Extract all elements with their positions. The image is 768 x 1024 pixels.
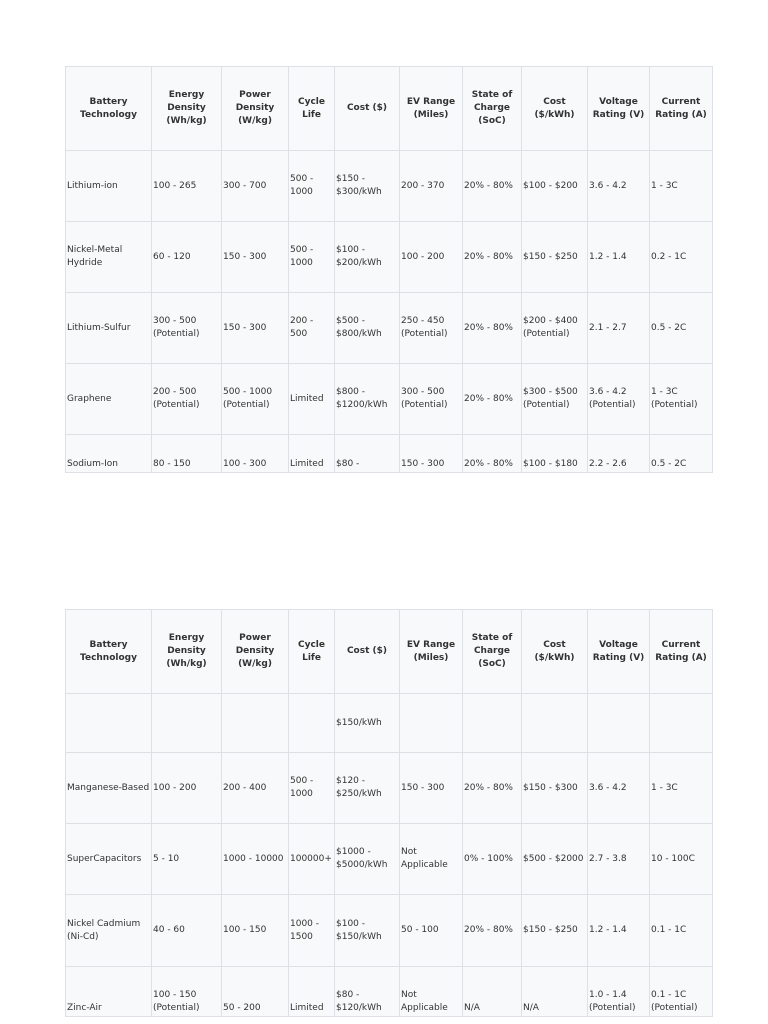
header-row (66, 610, 713, 694)
table-row (66, 222, 713, 293)
battery-comparison-table-1 (65, 66, 713, 473)
table-cell: Limited (289, 435, 335, 473)
table-cell: $100 - $150/kWh (335, 895, 400, 967)
table-cell: $100 - $180 (522, 435, 588, 473)
header-cell: Current Rating (A) (650, 67, 713, 151)
table-row (66, 364, 713, 435)
table-cell (588, 694, 650, 753)
table-cell: Not Applicable (400, 824, 463, 895)
table-cell: 250 - 450 (Potential) (400, 293, 463, 364)
table-cell (289, 694, 335, 753)
table-cell: 200 - 500 (Potential) (152, 364, 222, 435)
header-cell: State of Charge (SoC) (463, 610, 522, 694)
table-cell: $150 - $250 (522, 895, 588, 967)
table-cell: 1 - 3C (650, 753, 713, 824)
table-1-viewport (0, 0, 768, 473)
table-cell: Limited (289, 364, 335, 435)
table-cell: 300 - 500 (Potential) (152, 293, 222, 364)
table-cell: Limited (289, 967, 335, 1017)
table-cell: 100 - 300 (222, 435, 289, 473)
table-cell: N/A (463, 967, 522, 1017)
table-cell: 300 - 700 (222, 151, 289, 222)
header-cell: Cycle Life (289, 610, 335, 694)
table-cell: 20% - 80% (463, 222, 522, 293)
table-cell: $150 - $300 (522, 753, 588, 824)
table-cell: $100 - $200 (522, 151, 588, 222)
table-cell: 20% - 80% (463, 293, 522, 364)
table-cell: Nickel-Metal Hydride (66, 222, 152, 293)
table-cell: 20% - 80% (463, 435, 522, 473)
table-cell: 50 - 200 (222, 967, 289, 1017)
table-row (66, 967, 713, 1017)
table-cell: Sodium-Ion (66, 435, 152, 473)
table-row (66, 151, 713, 222)
table-cell: 1000 - 1500 (289, 895, 335, 967)
table-cell: 500 - 1000 (289, 753, 335, 824)
table-cell: 100 - 265 (152, 151, 222, 222)
table-cell: 2.2 - 2.6 (588, 435, 650, 473)
table-cell: 20% - 80% (463, 151, 522, 222)
table-cell: 60 - 120 (152, 222, 222, 293)
table-cell: N/A (522, 967, 588, 1017)
header-cell: Cost ($/kWh) (522, 610, 588, 694)
table-cell: 300 - 500 (Potential) (400, 364, 463, 435)
header-cell: Power Density (W/kg) (222, 67, 289, 151)
table-cell: 40 - 60 (152, 895, 222, 967)
table-cell: $150 - $300/kWh (335, 151, 400, 222)
table-cell: 150 - 300 (222, 293, 289, 364)
table-cell: 100000+ (289, 824, 335, 895)
table-cell: 1 - 3C (650, 151, 713, 222)
table-cell: 150 - 300 (222, 222, 289, 293)
table-cell: 0.2 - 1C (650, 222, 713, 293)
table-cell: 200 - 400 (222, 753, 289, 824)
header-cell: Cost ($) (335, 67, 400, 151)
table-cell: $80 - (335, 435, 400, 473)
header-cell: State of Charge (SoC) (463, 67, 522, 151)
table-row (66, 824, 713, 895)
table-cell: $500 - $2000 (522, 824, 588, 895)
table-cell: $500 - $800/kWh (335, 293, 400, 364)
table-cell: $150/kWh (335, 694, 400, 753)
header-cell: Battery Technology (66, 610, 152, 694)
header-cell: Power Density (W/kg) (222, 610, 289, 694)
table-cell: $120 - $250/kWh (335, 753, 400, 824)
table-cell: Not Applicable (400, 967, 463, 1017)
table-cell: 50 - 100 (400, 895, 463, 967)
table-cell: 200 - 500 (289, 293, 335, 364)
table-cell: 10 - 100C (650, 824, 713, 895)
table-cell: 0% - 100% (463, 824, 522, 895)
table-cell: 1.2 - 1.4 (588, 222, 650, 293)
header-cell: EV Range (Miles) (400, 610, 463, 694)
header-cell: EV Range (Miles) (400, 67, 463, 151)
table-cell (400, 694, 463, 753)
table-cell: 1000 - 10000 (222, 824, 289, 895)
header-cell: Current Rating (A) (650, 610, 713, 694)
table-cell: 150 - 300 (400, 753, 463, 824)
table-cell: $150 - $250 (522, 222, 588, 293)
table-cell: 5 - 10 (152, 824, 222, 895)
table-cell: 500 - 1000 (289, 151, 335, 222)
table-cell: 80 - 150 (152, 435, 222, 473)
table-cell: 1.2 - 1.4 (588, 895, 650, 967)
table-cell: 2.7 - 3.8 (588, 824, 650, 895)
header-cell: Cycle Life (289, 67, 335, 151)
header-cell: Battery Technology (66, 67, 152, 151)
table-cell: $200 - $400 (Potential) (522, 293, 588, 364)
table-cell: $80 - $120/kWh (335, 967, 400, 1017)
table-row (66, 435, 713, 473)
table-cell: 3.6 - 4.2 (Potential) (588, 364, 650, 435)
table-cell: Nickel Cadmium (Ni-Cd) (66, 895, 152, 967)
table-row (66, 753, 713, 824)
header-cell: Cost ($) (335, 610, 400, 694)
table-cell: 100 - 200 (400, 222, 463, 293)
table-cell: 0.1 - 1C (Potential) (650, 967, 713, 1017)
table-row (66, 694, 713, 753)
table-cell: 1.0 - 1.4 (Potential) (588, 967, 650, 1017)
table-cell: 0.1 - 1C (650, 895, 713, 967)
table-cell: Manganese-Based (66, 753, 152, 824)
table-cell: 100 - 200 (152, 753, 222, 824)
table-cell: $300 - $500 (Potential) (522, 364, 588, 435)
table-cell: 100 - 150 (Potential) (152, 967, 222, 1017)
table-cell: $1000 - $5000/kWh (335, 824, 400, 895)
table-cell: Lithium-Sulfur (66, 293, 152, 364)
table-cell (463, 694, 522, 753)
table-cell: 0.5 - 2C (650, 293, 713, 364)
header-cell: Energy Density (Wh/kg) (152, 67, 222, 151)
table-cell: 20% - 80% (463, 753, 522, 824)
table-row (66, 895, 713, 967)
table-cell: $800 - $1200/kWh (335, 364, 400, 435)
table-cell: 500 - 1000 (289, 222, 335, 293)
table-cell: $100 - $200/kWh (335, 222, 400, 293)
table-cell: 3.6 - 4.2 (588, 151, 650, 222)
header-cell: Cost ($/kWh) (522, 67, 588, 151)
table-cell (522, 694, 588, 753)
table-cell: 3.6 - 4.2 (588, 753, 650, 824)
header-row (66, 67, 713, 151)
table-cell: 20% - 80% (463, 364, 522, 435)
table-cell: 20% - 80% (463, 895, 522, 967)
table-cell: 150 - 300 (400, 435, 463, 473)
table-cell (152, 694, 222, 753)
table-cell: Graphene (66, 364, 152, 435)
table-cell: Zinc-Air (66, 967, 152, 1017)
table-cell (650, 694, 713, 753)
table-row (66, 293, 713, 364)
header-cell: Voltage Rating (V) (588, 610, 650, 694)
table-cell: 200 - 370 (400, 151, 463, 222)
table-cell: 500 - 1000 (Potential) (222, 364, 289, 435)
table-cell: Lithium-ion (66, 151, 152, 222)
header-cell: Energy Density (Wh/kg) (152, 610, 222, 694)
header-cell: Voltage Rating (V) (588, 67, 650, 151)
table-cell: 100 - 150 (222, 895, 289, 967)
table-cell: 0.5 - 2C (650, 435, 713, 473)
table-cell (222, 694, 289, 753)
table-cell: SuperCapacitors (66, 824, 152, 895)
table-cell: 1 - 3C (Potential) (650, 364, 713, 435)
battery-comparison-table-2 (65, 609, 713, 1017)
table-cell (66, 694, 152, 753)
table-cell: 2.1 - 2.7 (588, 293, 650, 364)
